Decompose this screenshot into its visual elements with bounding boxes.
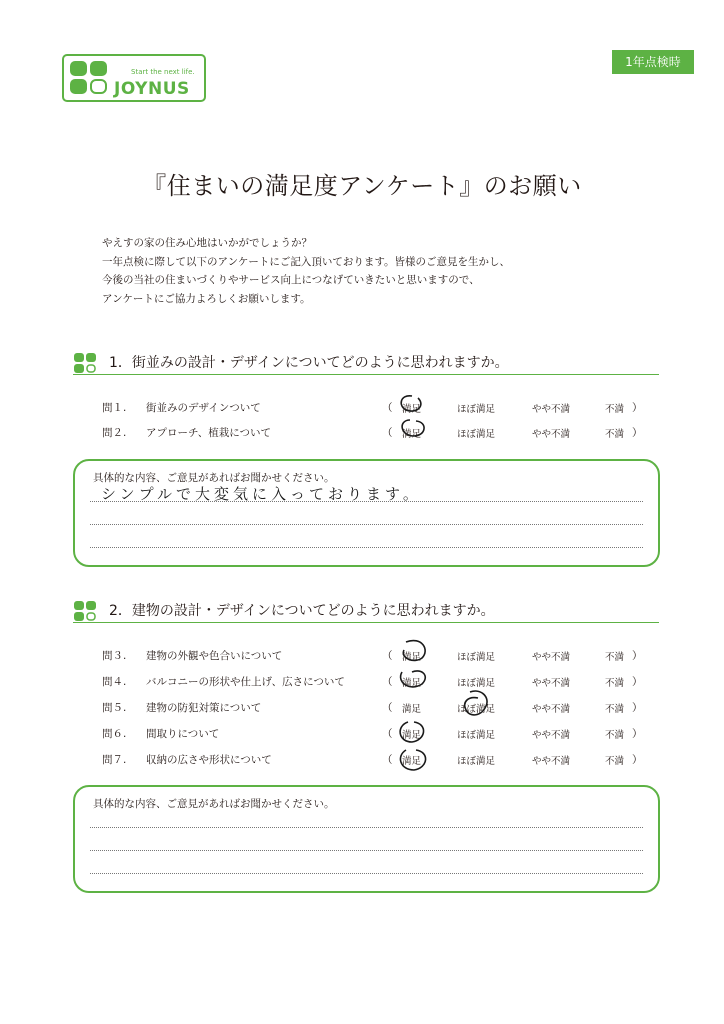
option-somewhat-dissatisfied[interactable]: やや不満 (532, 704, 571, 715)
comment-box-1[interactable] (73, 459, 660, 567)
option-satisfied[interactable]: 満足 (402, 678, 422, 689)
writing-line (90, 501, 643, 502)
joynus-logo (62, 54, 206, 102)
option-mostly-satisfied[interactable]: ほぼ満足 (457, 756, 496, 767)
clover-icon (69, 60, 111, 98)
close-paren: ） (632, 676, 643, 688)
open-paren: （ (382, 702, 393, 714)
question-text: バルコニーの形状や仕上げ、広さについて (146, 676, 345, 688)
question-text: 収納の広さや形状について (146, 754, 272, 766)
option-satisfied[interactable]: 満足 (402, 404, 422, 415)
option-somewhat-dissatisfied[interactable]: やや不満 (532, 678, 571, 689)
option-satisfied[interactable]: 満足 (402, 756, 422, 767)
close-paren: ） (632, 650, 643, 662)
section-1-title: 1．街並みの設計・デザインについてどのように思われますか。 (109, 355, 509, 371)
option-somewhat-dissatisfied[interactable]: やや不満 (532, 429, 571, 440)
option-dissatisfied[interactable]: 不満 (605, 404, 625, 415)
option-dissatisfied[interactable]: 不満 (605, 730, 625, 741)
comment-box-2[interactable] (73, 785, 660, 893)
option-somewhat-dissatisfied[interactable]: やや不満 (532, 756, 571, 767)
option-mostly-satisfied[interactable]: ほぼ満足 (457, 652, 496, 663)
question-row (102, 648, 662, 668)
open-paren: （ (382, 650, 393, 662)
question-number: 問７. (102, 754, 127, 766)
clover-icon (73, 600, 99, 622)
writing-line (90, 547, 643, 548)
option-mostly-satisfied[interactable]: ほぼ満足 (457, 730, 496, 741)
open-paren: （ (382, 754, 393, 766)
question-text: 建物の防犯対策について (146, 702, 262, 714)
comment-label: 具体的な内容、ご意見があればお聞かせください。 (93, 472, 335, 484)
writing-line (90, 850, 643, 851)
open-paren: （ (382, 402, 393, 414)
question-number: 問２. (102, 427, 127, 439)
option-mostly-satisfied[interactable]: ほぼ満足 (457, 404, 496, 415)
writing-line (90, 873, 643, 874)
option-mostly-satisfied[interactable]: ほぼ満足 (457, 678, 496, 689)
handwritten-comment: シンプルで大変気に入っております。 (101, 485, 422, 503)
option-somewhat-dissatisfied[interactable]: やや不満 (532, 404, 571, 415)
question-text: 間取りについて (146, 728, 220, 740)
section-1-header (73, 352, 659, 375)
question-number: 問６. (102, 728, 127, 740)
question-row (102, 425, 662, 445)
page-title: 『住まいの満足度アンケート』のお願い (142, 172, 582, 200)
question-text: アプローチ、植栽について (146, 427, 272, 439)
option-dissatisfied[interactable]: 不満 (605, 652, 625, 663)
intro-line: やえすの家の住み心地はいかがでしょうか？ (102, 237, 312, 249)
question-row (102, 700, 662, 720)
clover-icon (73, 352, 99, 374)
option-satisfied[interactable]: 満足 (402, 429, 422, 440)
question-number: 問３. (102, 650, 127, 662)
option-dissatisfied[interactable]: 不満 (605, 678, 625, 689)
question-row (102, 726, 662, 746)
logo-wordmark: JOYNUS (114, 79, 190, 99)
close-paren: ） (632, 427, 643, 439)
open-paren: （ (382, 676, 393, 688)
option-dissatisfied[interactable]: 不満 (605, 756, 625, 767)
intro-line: 一年点検に際して以下のアンケートにご記入頂いております。皆様のご意見を生かし、 (102, 255, 511, 268)
close-paren: ） (632, 402, 643, 414)
writing-line (90, 827, 643, 828)
comment-label: 具体的な内容、ご意見があればお聞かせください。 (93, 798, 335, 810)
question-text: 建物の外観や色合いについて (146, 650, 283, 662)
open-paren: （ (382, 427, 393, 439)
writing-line (90, 524, 643, 525)
open-paren: （ (382, 728, 393, 740)
question-number: 問１. (102, 402, 127, 414)
question-number: 問５. (102, 702, 127, 714)
close-paren: ） (632, 728, 643, 740)
option-dissatisfied[interactable]: 不満 (605, 429, 625, 440)
close-paren: ） (632, 754, 643, 766)
option-somewhat-dissatisfied[interactable]: やや不満 (532, 730, 571, 741)
section-2-header (73, 600, 659, 623)
question-text: 街並みのデザインついて (146, 402, 261, 414)
intro-line: 今後の当社の住まいづくりやサービス向上につなげていきたいと思いますので、 (102, 274, 480, 286)
intro-line: アンケートにご協力よろしくお願いします。 (102, 292, 311, 305)
close-paren: ） (632, 702, 643, 714)
intro-text (102, 234, 682, 308)
question-row (102, 400, 662, 420)
option-dissatisfied[interactable]: 不満 (605, 704, 625, 715)
inspection-badge: 1年点検時 (612, 50, 694, 74)
option-satisfied[interactable]: 満足 (402, 730, 422, 741)
option-mostly-satisfied[interactable]: ほぼ満足 (457, 429, 496, 440)
question-row (102, 752, 662, 772)
logo-tagline: Start the next life. (131, 68, 195, 76)
option-satisfied[interactable]: 満足 (402, 652, 422, 663)
section-2-title: 2．建物の設計・デザインについてどのように思われますか。 (109, 603, 495, 619)
question-number: 問４. (102, 676, 127, 688)
option-somewhat-dissatisfied[interactable]: やや不満 (532, 652, 571, 663)
question-row (102, 674, 662, 694)
option-mostly-satisfied[interactable]: ほぼ満足 (457, 704, 496, 715)
option-satisfied[interactable]: 満足 (402, 704, 422, 715)
